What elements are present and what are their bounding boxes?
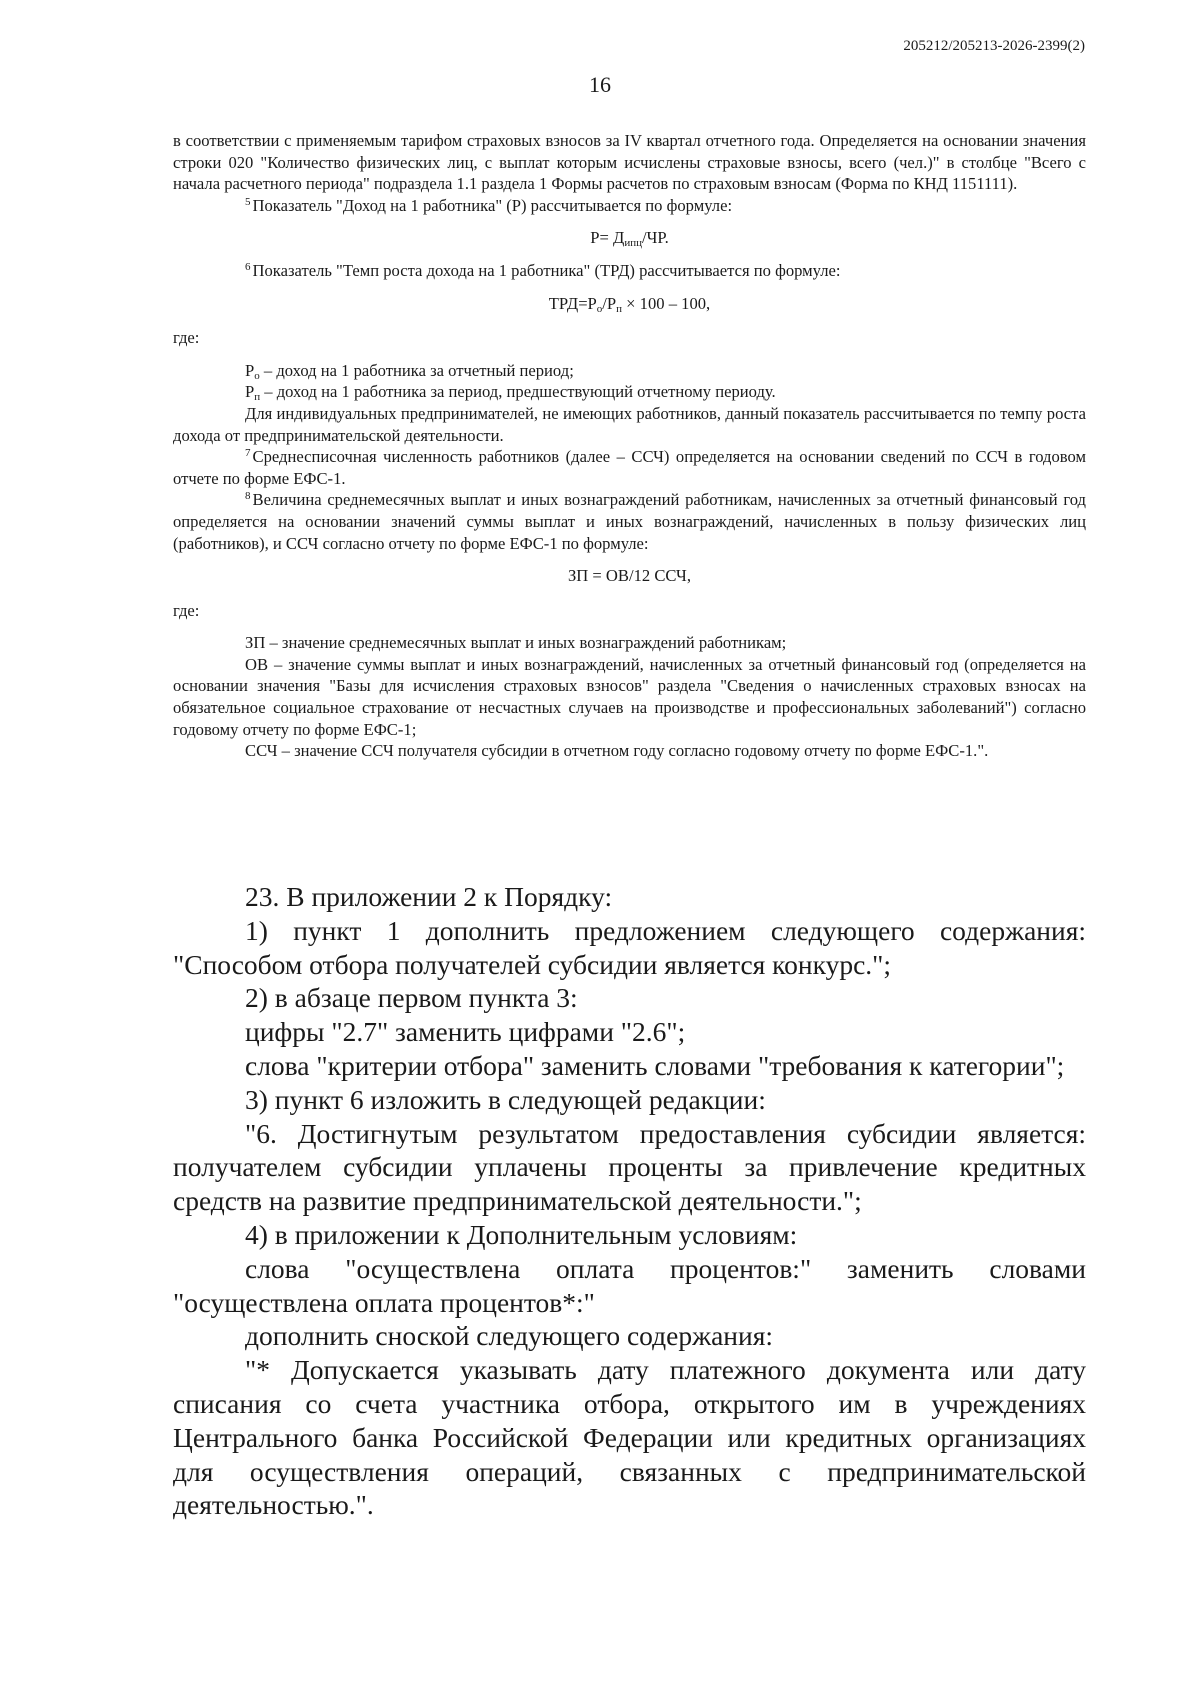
definition-ro: $Р_о$ – доход на 1 работника за отчетный период;	[245, 360, 574, 382]
subitem-2b: слова "критерии отбора" заменить словами "требования к категории";	[245, 1049, 1065, 1081]
definition-ssch: ССЧ – значение ССЧ получателя субсидии в отчетном году согласно годовому отчету по форме ЕФС-1.".	[245, 741, 989, 761]
subitem-3: 3) пункт 6 изложить в следующей редакции:	[245, 1083, 766, 1115]
subitem-1: 1) пункт 1 дополнить предложением следующего содержания: "Способом отбора получателей субсидии является конкурс.";	[173, 914, 1086, 980]
subitem-2a: цифры "2.7" заменить цифрами "2.6";	[245, 1016, 686, 1048]
footnote-text: Среднесписочная численность работников (далее – ССЧ) определяется на основании сведений по ССЧ в годовом отчете по форме ЕФС-1.	[173, 447, 1086, 488]
footnote-text: Величина среднемесячных выплат и иных вознаграждений работникам, начисленных за отчетный финансовый год определяется на основании значений суммы выплат и иных вознаграждений, начисленных в пользу физических лиц (работников), и ССЧ согласно отчету по форме ЕФС-1 по формуле:	[173, 490, 1086, 553]
where-label: где:	[173, 328, 200, 348]
subitem-4b: дополнить сноской следующего содержания:	[245, 1320, 774, 1352]
paragraph-continuation: в соответствии с применяемым тарифом страховых взносов за IV квартал отчетного года. Определяется на основании значения строки 020 "Количество физических лиц, с выплат которым исчислены страховые взносы, всего (чел.)" в столбце "Всего с начала расчетного периода" подраздела 1.1 раздела 1 Формы расчетов по страховым взносам (Форма по КНД 1151111).	[173, 131, 1086, 194]
subitem-3-quote: "6. Достигнутым результатом предоставления субсидии является: получателем субсидии уплачены проценты за привлечение кредитных средств на развитие предпринимательской деятельности.";	[173, 1117, 1086, 1217]
footnote-text: Показатель "Темп роста дохода на 1 работника" (ТРД) рассчитывается по формуле:	[252, 260, 841, 280]
definition-zp: ЗП – значение среднемесячных выплат и иных вознаграждений работникам;	[245, 633, 787, 653]
footnotes-section	[173, 130, 1086, 762]
formula-average-salary: ЗП = ОВ/12 ССЧ,	[567, 566, 691, 586]
subitem-4c: "* Допускается указывать дату платежного документа или дату списания со счета участника отбора, открытого им в учреждениях Центрального банка Российской Федерации или кредитных организациях для осуществления операций, связанных с предпринимательской деятельностью.".	[173, 1354, 1086, 1521]
footnote-5	[173, 195, 1086, 217]
ip-note: Для индивидуальных предпринимателей, не имеющих работников, данный показатель рассчитывается по темпу роста дохода от предпринимательской деятельности.	[173, 403, 1086, 445]
subitem-4: 4) в приложении к Дополнительным условиям:	[245, 1218, 798, 1250]
footnote-8	[173, 489, 1086, 554]
item-23: 23. В приложении 2 к Порядку:	[245, 881, 613, 912]
footnote-7	[173, 446, 1086, 489]
definition-ov: ОВ – значение суммы выплат и иных вознаграждений, начисленных за отчетный финансовый год (определяется на основании значения "Базы для исчисления страховых взносов" раздела "Сведения о начисленных страховых взносах на обязательное социальное страхование от несчастных случаев на производстве и профессиональных заболеваний") согласно годовому отчету по форме ЕФС-1;	[173, 654, 1086, 739]
footnote-marker: 7	[245, 447, 251, 460]
where-label: где:	[173, 600, 200, 620]
footnote-marker: 5	[245, 195, 251, 208]
main-amendments-section	[173, 880, 1086, 1522]
subitem-2: 2) в абзаце первом пункта 3:	[245, 982, 578, 1014]
footnote-text: Показатель "Доход на 1 работника" (Р) рассчитывается по формуле:	[252, 195, 733, 215]
footnote-6	[173, 260, 1086, 282]
footnote-marker: 6	[245, 260, 251, 273]
page-number: 16	[589, 72, 611, 97]
formula-growth-rate: $ТРД=Р_о/Р_п \times 100 - 100$,	[548, 293, 711, 315]
definition-rp: $Р_п$ – доход на 1 работника за период, предшествующий отчетному периоду.	[245, 382, 776, 404]
subitem-4a: слова "осуществлена оплата процентов:" заменить словами "осуществлена оплата процентов*:"	[173, 1252, 1086, 1318]
footnote-marker: 8	[245, 490, 251, 503]
formula-income-per-worker: $Р= Д_{ипц}/ЧР$.	[590, 228, 669, 250]
document-number: 205212/205213-2026-2399(2)	[903, 38, 1085, 54]
